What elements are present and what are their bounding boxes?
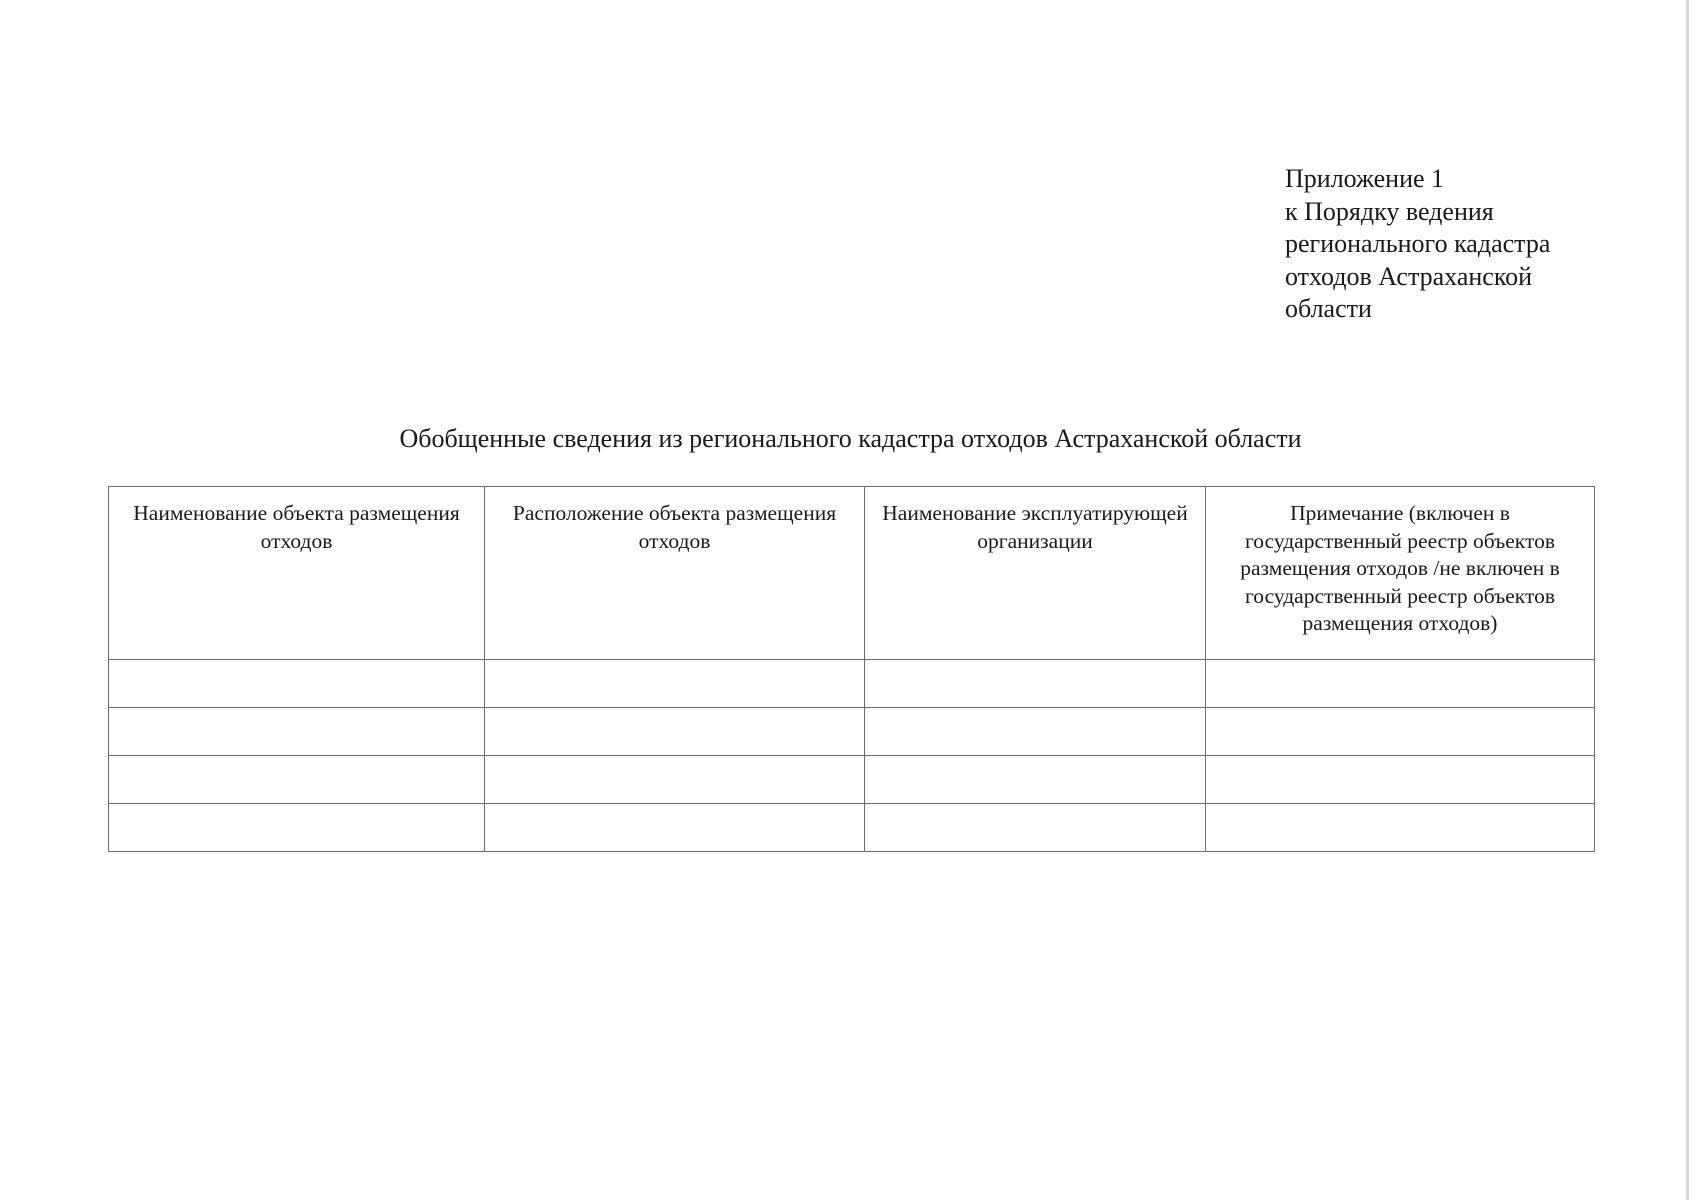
table-cell (1206, 660, 1595, 708)
appendix-line: Приложение 1 (1285, 164, 1445, 193)
table-row (109, 660, 1595, 708)
table-cell (865, 804, 1206, 852)
table-cell (109, 756, 485, 804)
appendix-note (1285, 163, 1645, 326)
table-cell (109, 804, 485, 852)
header-note: Примечание (включен в государственный реестр объектов размещения отходов /не включен в государственный реестр объектов размещения отходов) (1206, 487, 1595, 660)
document-title: Обобщенные сведения из регионального кадастра отходов Астраханской области (399, 424, 1302, 453)
appendix-line: отходов Астраханской (1285, 261, 1533, 291)
table-cell (1206, 804, 1595, 852)
appendix-line: к Порядку ведения (1285, 196, 1494, 226)
table-cell (485, 708, 865, 756)
appendix-line: области (1285, 294, 1372, 323)
table-cell (1206, 756, 1595, 804)
header-object-name: Наименование объекта размещения отходов (109, 487, 485, 660)
table-row (109, 756, 1595, 804)
table-cell (485, 804, 865, 852)
table-header-row (109, 487, 1595, 660)
header-operator-name: Наименование эксплуатирующей организации (865, 487, 1206, 660)
waste-cadastre-table (108, 486, 1595, 852)
appendix-line: регионального кадастра (1285, 229, 1551, 258)
table-cell (109, 708, 485, 756)
table-row (109, 804, 1595, 852)
table-cell (109, 660, 485, 708)
table-cell (485, 756, 865, 804)
table-cell (865, 708, 1206, 756)
table-row (109, 708, 1595, 756)
table-cell (865, 756, 1206, 804)
table-cell (865, 660, 1206, 708)
table-cell (485, 660, 865, 708)
header-object-location: Расположение объекта размещения отходов (485, 487, 865, 660)
page-edge-line (1686, 0, 1689, 1200)
table-cell (1206, 708, 1595, 756)
